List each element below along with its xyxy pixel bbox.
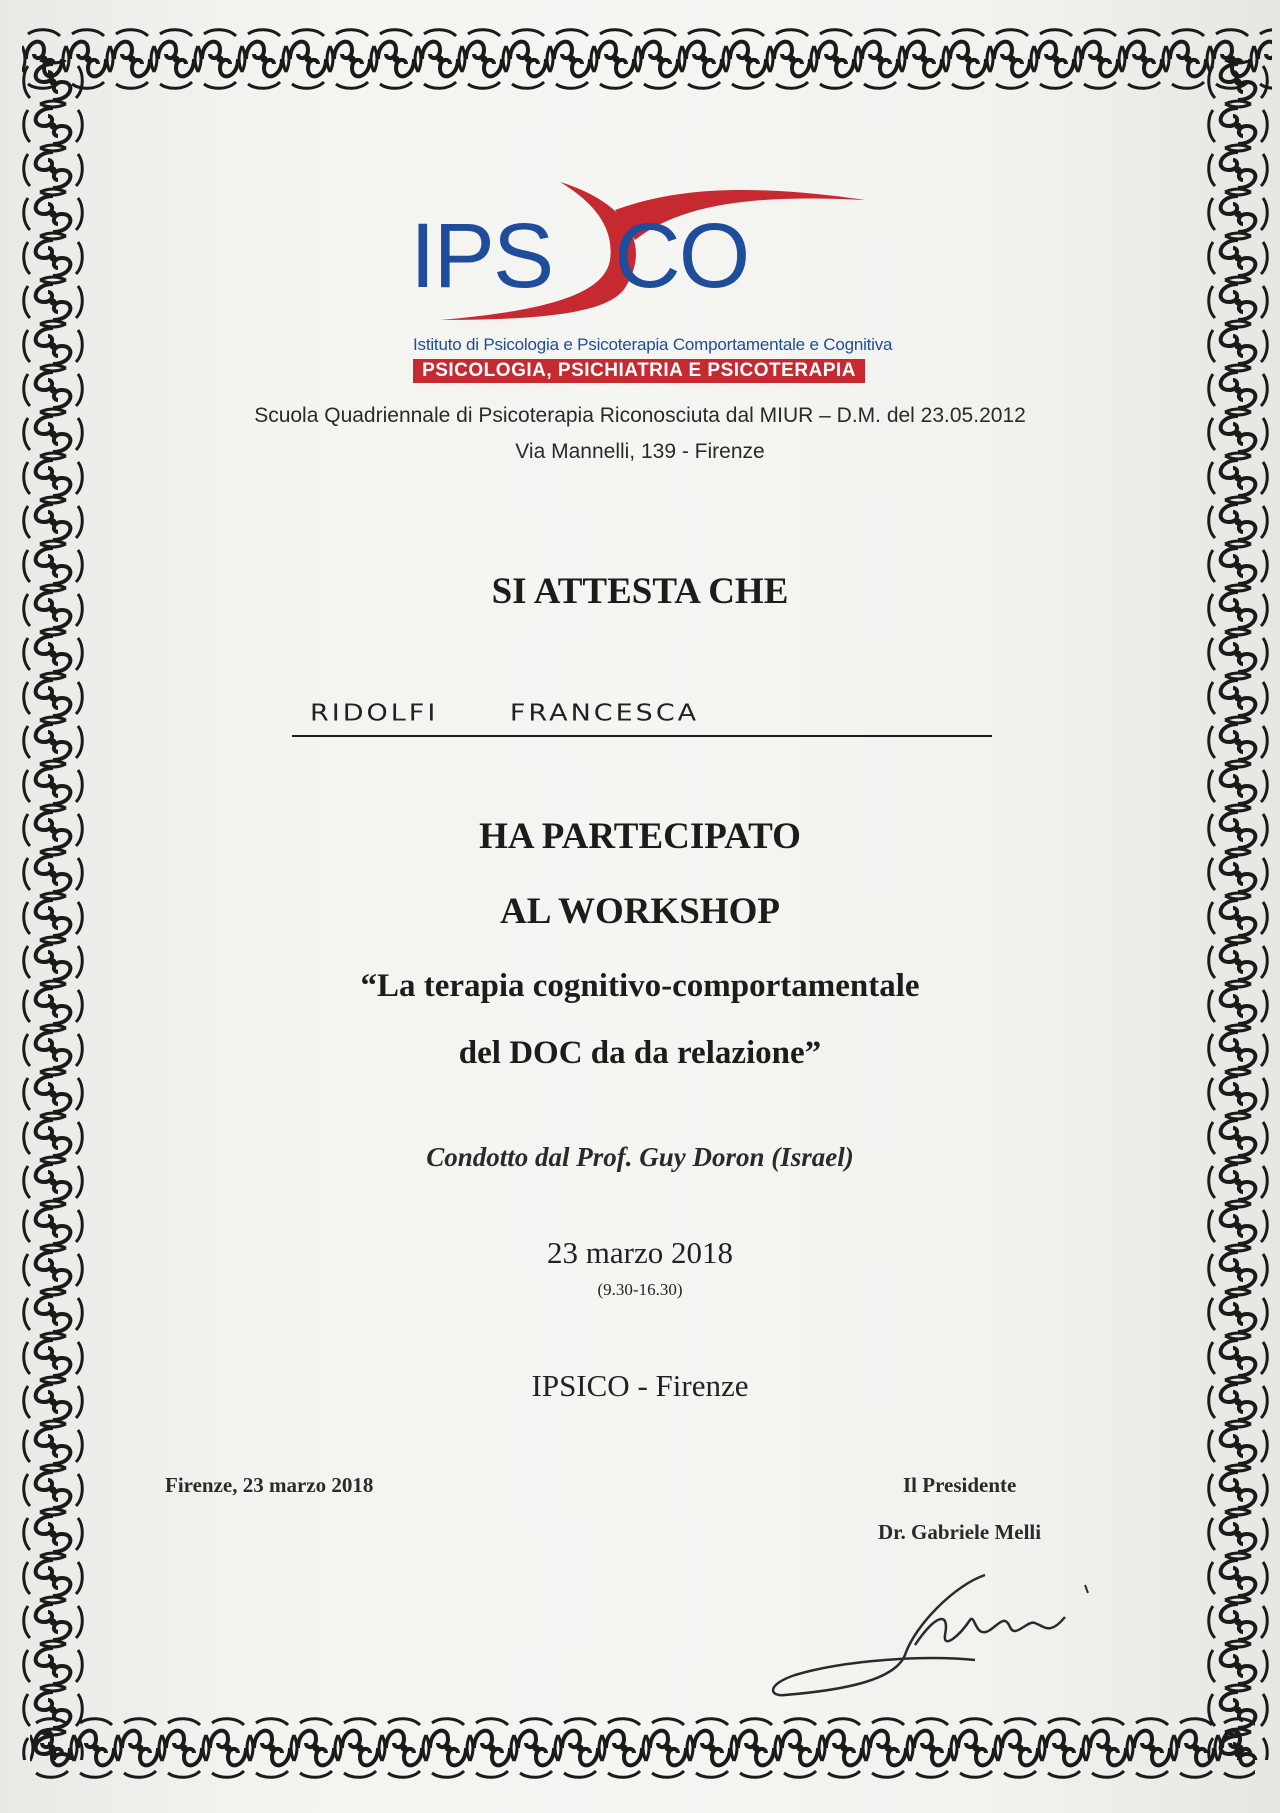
attestation-heading: SI ATTESTA CHE (491, 571, 789, 612)
place-and-date: Firenze, 23 marzo 2018 (165, 1473, 374, 1497)
participation-line-2: AL WORKSHOP (500, 891, 780, 932)
president-name: Dr. Gabriele Melli (878, 1520, 1042, 1544)
workshop-title-line-1: “La terapia cognitivo-comportamentale (360, 968, 920, 1004)
recipient-first-name: FRANCESCA (509, 700, 700, 727)
ipsico-logo (410, 170, 893, 385)
president-role: Il Presidente (903, 1473, 1017, 1497)
school-accreditation: Scuola Quadriennale di Psicoterapia Riconosciuta dal MIUR – D.M. del 23.05.2012 (254, 404, 1026, 427)
conducted-by: Condotto dal Prof. Guy Doron (Israel) (426, 1142, 854, 1172)
logo-subtitle: Istituto di Psicologia e Psicoterapia Comportamentale e Cognitiva (413, 335, 893, 354)
workshop-date: 23 marzo 2018 (547, 1235, 733, 1270)
decorative-border-bottom (30, 1715, 1255, 1781)
workshop-venue: IPSICO - Firenze (531, 1368, 749, 1403)
decorative-border-top (22, 26, 1272, 92)
school-address: Via Mannelli, 139 - Firenze (515, 440, 765, 463)
workshop-title-line-2: del DOC da da relazione” (458, 1035, 822, 1071)
participation-line-1: HA PARTECIPATO (479, 816, 801, 857)
logo-wordmark: IPS CO (410, 205, 749, 307)
recipient-last-name: RIDOLFI (310, 700, 439, 727)
logo-banner: PSICOLOGIA, PSICHIATRIA E PSICOTERAPIA (413, 359, 865, 383)
workshop-hours: (9.30-16.30) (597, 1280, 683, 1299)
signature-icon (765, 1565, 1145, 1715)
recipient-name (310, 700, 810, 726)
name-underline (292, 735, 992, 737)
